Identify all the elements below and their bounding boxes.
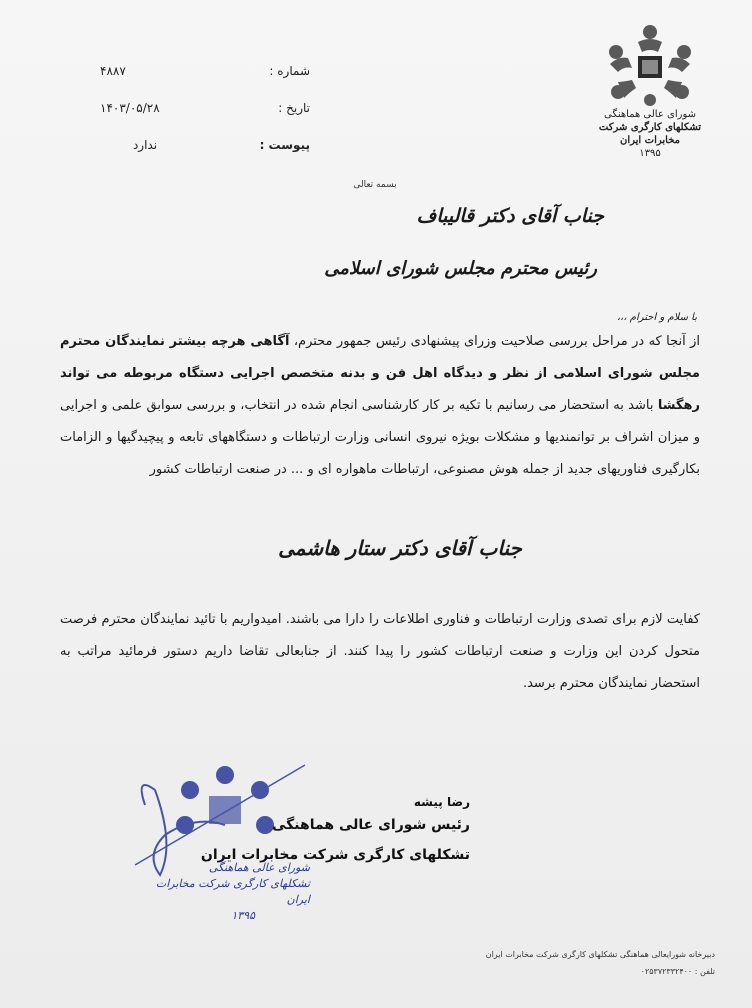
number-label: شماره :	[269, 63, 310, 78]
recipient-title: رئیس محترم مجلس شورای اسلامی	[324, 258, 597, 279]
body-paragraph-1	[60, 326, 700, 486]
footer	[440, 946, 715, 980]
signer-name: رضا پیشه	[413, 795, 470, 809]
number-row	[100, 52, 310, 89]
greeting: با سلام و احترام ،،،	[616, 312, 697, 323]
stamp-text	[150, 860, 310, 924]
signer-title-1: رئیس شورای عالی هماهنگی	[272, 817, 470, 833]
number-value: ۴۸۸۷	[100, 63, 126, 78]
letter-metadata	[100, 52, 310, 163]
stamp-year: ۱۳۹۵	[231, 909, 255, 922]
attachment-row	[100, 126, 310, 163]
logo-year: ۱۳۹۵	[639, 148, 661, 159]
body-paragraph-2: کفایت لازم برای تصدی وزارت ارتباطات و فناوری اطلاعات را دارا می باشند. امیدواریم با تائید نمایندگان محترم فرصت متحول کردن این وزارت و صنعت ارتباطات کشور را پیدا کنند. از جنابعالی تقاضا داریم دستور فرمائید مراتب به استحضار نمایندگان محترم برسد.	[60, 612, 700, 691]
signer-title-2: تشکلهای کارگری شرکت مخابرات ایران	[200, 847, 470, 863]
stamp-line1: شورای عالی هماهنگی	[208, 861, 310, 874]
footer-phone: تلفن : ۰۲۵۳۷۲۳۳۲۴۰۰	[640, 967, 715, 976]
attachment-value: ندارد	[132, 137, 158, 152]
date-row	[100, 89, 310, 126]
recipient-name: جناب آقای دکتر قالیباف	[416, 205, 604, 227]
attachment-label: پیوست :	[259, 137, 310, 152]
logo-line1: شورای عالی هماهنگی	[604, 109, 696, 120]
people-circle-icon	[602, 22, 698, 108]
body-text-1c: باشد به استحضار می رسانیم با تکیه بر کار کارشناسی انجام شده در انتخاب، و بررسی سوابق علمی و اجرایی و میزان اشراف بر توانمندیها و مشکلات بویژه نیروی انسانی وزارت ارتباطات و دستگاههای تابعه و پیچیدگیها و الزامات بکارگیری فناوریهای جدید از جمله هوش مصنوعی، ارتباطات ماهواره ای و ... در صنعت ارتباطات کشور	[60, 398, 700, 477]
footer-address: دبیرخانه شورایعالی هماهنگی تشکلهای کارگری شرکت مخابرات ایران	[485, 950, 715, 959]
body-text-1b: آگاهی هرچه بیشتر نمایندگان محترم مجلس شورای اسلامی از نظر و دیدگاه اهل فن و بدنه متخصص اجرایی دستگاه مربوطه می تواند رهگشا	[60, 334, 700, 413]
date-label: تاریخ :	[278, 100, 310, 115]
stamp-line2: تشکلهای کارگری شرکت مخابرات ایران	[155, 877, 310, 906]
date-value: ۱۴۰۳/۰۵/۲۸	[100, 100, 160, 115]
organization-logo	[590, 22, 710, 167]
basmala: بسمه تعالی	[353, 180, 397, 190]
body-text-1a: از آنجا که در مراحل بررسی صلاحیت وزرای پیشنهادی رئیس جمهور محترم،	[293, 334, 700, 349]
nominee-name: جناب آقای دکتر ستار هاشمی	[278, 536, 522, 560]
logo-line2: تشکلهای کارگری شرکت مخابرات ایران	[598, 122, 702, 146]
